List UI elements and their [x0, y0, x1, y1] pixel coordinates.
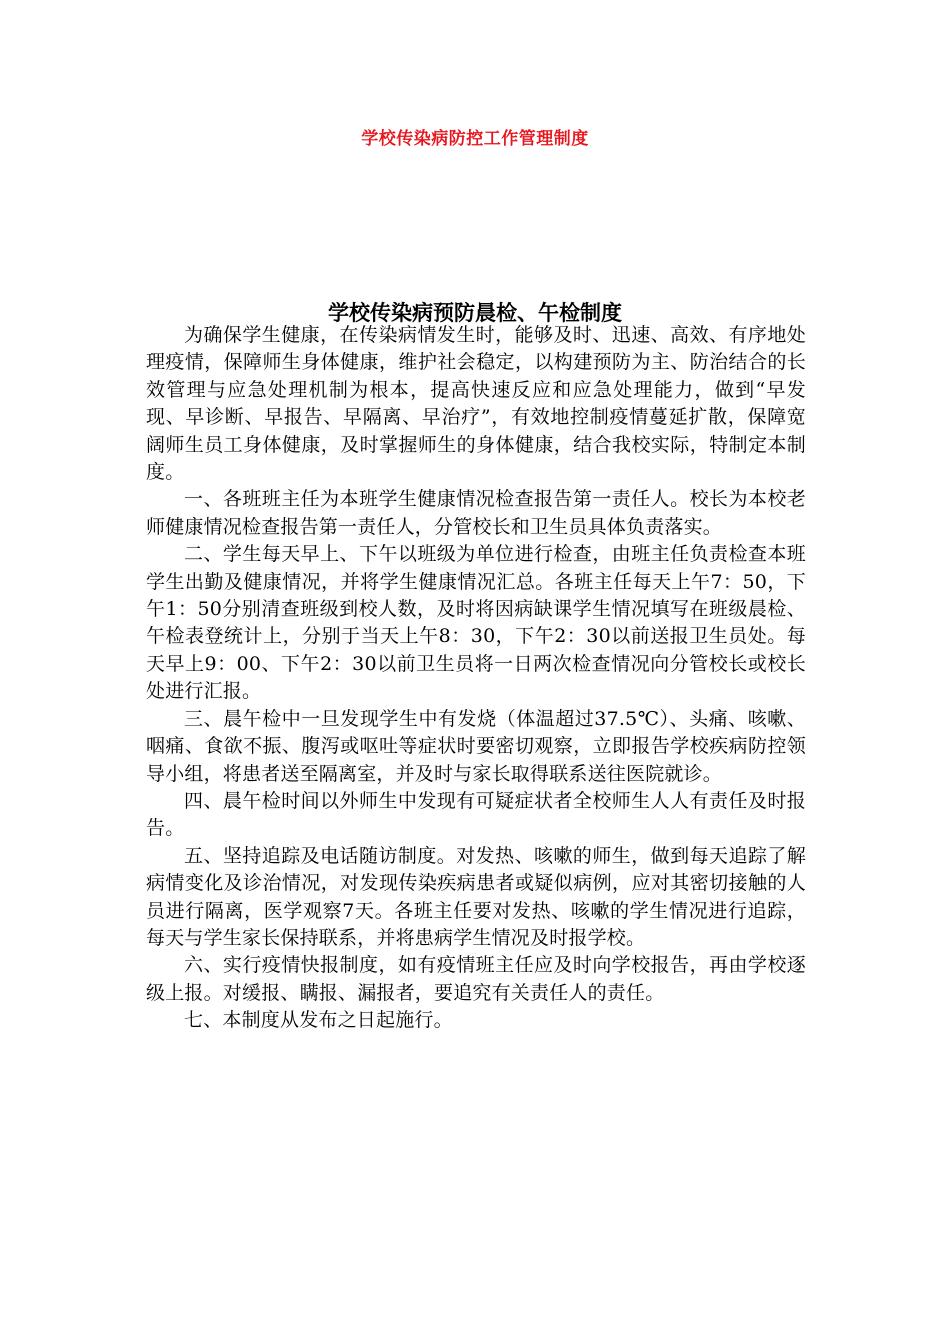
paragraph-4: 四、晨午检时间以外师生中发现有可疑症状者全校师生人人有责任及时报告。	[146, 789, 806, 840]
document-body	[146, 322, 806, 1035]
paragraph-2: 二、学生每天早上、下午以班级为单位进行检查，由班主任负责检查本班学生出勤及健康情况，并将学生健康情况汇总。各班主任每天上午7：50，下午1：50分别清查班级到校人数，及时将因病缺课学生情况填写在班级晨检、午检表登统计上，分别于当天上午8：30，下午2：30以前送报卫生员处。每天早上9：00、下午2：30以前卫生员将一日两次检查情况向分管校长或校长处进行汇报。	[146, 543, 806, 703]
paragraph-3: 三、晨午检中一旦发现学生中有发烧（体温超过37.5℃）、头痛、咳嗽、咽痛、食欲不振、腹泻或呕吐等症状时要密切观察，立即报告学校疾病防控领导小组，将患者送至隔离室，并及时与家长取得联系送往医院就诊。	[146, 707, 806, 785]
header-title: 学校传染病防控工作管理制度	[361, 129, 589, 149]
paragraph-intro: 为确保学生健康，在传染病情发生时，能够及时、迅速、高效、有序地处理疫情，保障师生身体健康，维护社会稳定，以构建预防为主、防治结合的长效管理与应急处理机制为根本，提高快速反应和应急处理能力，做到“早发现、早诊断、早报告、早隔离、早治疗”，有效地控制疫情蔓延扩散，保障宽阔师生员工身体健康，及时掌握师生的身体健康，结合我校实际，特制定本制度。	[146, 324, 806, 484]
paragraph-5: 五、坚持追踪及电话随访制度。对发热、咳嗽的师生，做到每天追踪了解病情变化及诊治情况，对发现传染疾病患者或疑似病例，应对其密切接触的人员进行隔离，医学观察7天。各班主任要对发热、咳嗽的学生情况进行追踪，每天与学生家长保持联系，并将患病学生情况及时报学校。	[146, 844, 806, 949]
paragraph-7: 七、本制度从发布之日起施行。	[184, 1009, 453, 1032]
paragraph-6: 六、实行疫情快报制度，如有疫情班主任应及时向学校报告，再由学校逐级上报。对缓报、瞒报、漏报者，要追究有关责任人的责任。	[146, 954, 806, 1004]
document-title: 学校传染病预防晨检、午检制度	[328, 301, 622, 325]
paragraph-1: 一、各班班主任为本班学生健康情况检查报告第一责任人。校长为本校老师健康情况检查报告第一责任人，分管校长和卫生员具体负责落实。	[146, 488, 806, 538]
